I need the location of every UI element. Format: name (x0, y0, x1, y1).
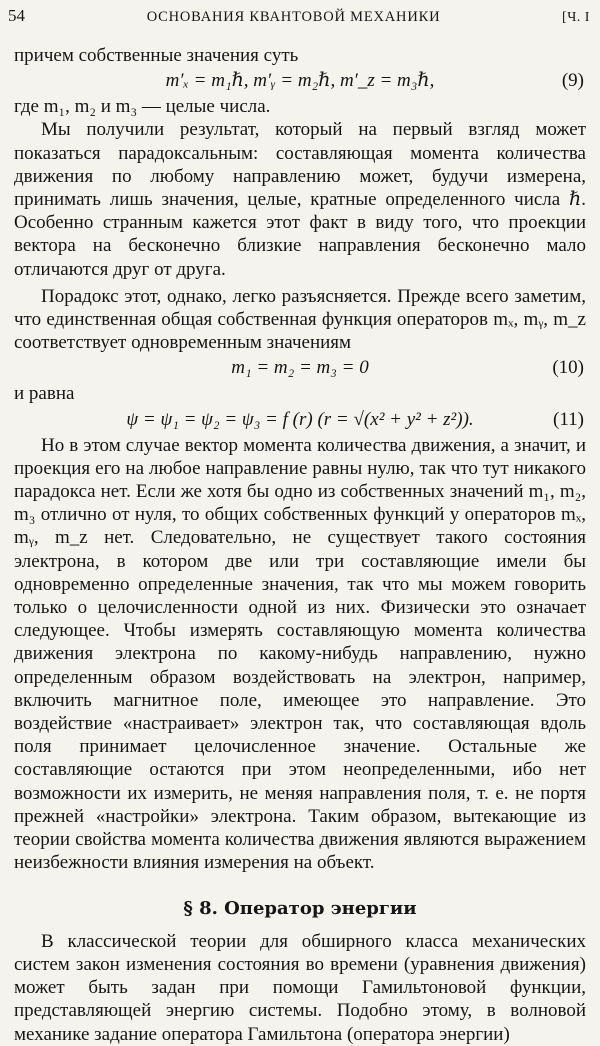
equation-11-formula: ψ = ψ₁ = ψ₂ = ψ₃ = f (r) (r = √(x² + y² + z²)). (126, 408, 474, 430)
equation-9-number: (9) (561, 70, 584, 92)
paragraph-5: и равна (14, 383, 75, 405)
running-head (8, 6, 590, 30)
equation-9 (14, 67, 586, 95)
equation-10 (14, 354, 586, 382)
paragraph-3: Мы получили результат, который на первый взгляд может показаться парадоксальным: составляющая момента количества движения по любому направлению может, будучи измерена, принимать лишь значения, целые, кратные определенного числа ℏ. Особенно странным кажется этот факт в виду того, что проекции вектора на бесконечно близкие направления бесконечно мало отличаются друг от друга. (14, 119, 586, 280)
equation-10-number: (10) (552, 357, 584, 379)
paragraph-6: Но в этом случае вектор момента количества движения, а значит, и проекция его на любое направление равны нулю, так что тут никакого парадокса нет. Если же хотя бы одно из собственных значений m₁, m₂, m₃ отлично от нуля, то общих собственных функций у операторов mₓ, mᵧ, m_z нет. Следовательно, не существует такого состояния электрона, в котором две или три составляющие имели бы одновременно определенные значения, так что мы можем говорить только о целочисленности одной из них. Физически это означает следующее. Чтобы измерять составляющую момента количества движения электрона по какому-нибудь направлению, нужно определенным образом воздействовать на электрон, например, включить магнитное поле, имеющее это направление. Это воздействие «настраивает» электрон так, что составляющая вдоль поля принимает целочисленное значение. Остальные же составляющие остаются при этом неопределенными, ибо нет возможности их измерить, не меняя направления поля, т. е. не портя прежней «настройки» электрона. Таким образом, вытекающие из теории свойства момента количества движения являются выражением неизбежности влияния измерения на объект. (14, 434, 586, 874)
page-number: 54 (8, 6, 25, 25)
chapter-marker: [Ч. I (562, 10, 590, 25)
page-body (14, 44, 586, 1046)
equation-9-formula: m′ₓ = m₁ℏ, m′ᵧ = m₂ℏ, m′_z = m₃ℏ, (165, 70, 435, 92)
equation-11 (14, 406, 586, 434)
running-title: ОСНОВАНИЯ КВАНТОВОЙ МЕХАНИКИ (146, 9, 441, 25)
equation-10-formula: m₁ = m₂ = m₃ = 0 (231, 357, 369, 379)
paragraph-7: В классической теории для обширного класса механических систем закон изменения состояния во времени (уравнения движения) может быть задан при помощи Гамильтоновой функции, представляющей энергию системы. Подобно этому, в волновой механике задание оператора Гамильтона (оператора энергии) (14, 930, 586, 1045)
equation-11-number: (11) (553, 408, 584, 430)
paragraph-2: где m₁, m₂ и m₃ — целые числа. (14, 96, 271, 118)
paragraph-4: Порадокс этот, однако, легко разъясняется. Прежде всего заметим, что единственная общая собственная функция операторов mₓ, mᵧ, m_z соответствует одновременным значениям (14, 285, 586, 354)
section-heading: § 8. Оператор энергии (183, 897, 417, 919)
paragraph-1: причем собственные значения суть (14, 45, 299, 66)
